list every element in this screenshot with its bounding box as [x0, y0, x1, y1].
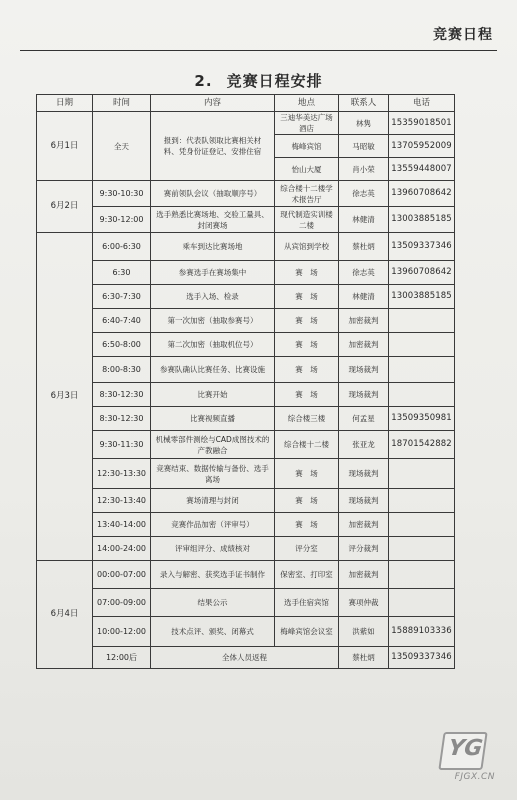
table-row — [37, 383, 455, 407]
content-cell: 赛前领队会议（抽取顺序号） — [151, 181, 275, 207]
phone-cell — [389, 459, 455, 489]
place-cell: 赛 场 — [275, 383, 339, 407]
site-logo — [425, 732, 495, 782]
col-header-contact: 联系人 — [339, 95, 389, 112]
contact-cell: 肖小荣 — [339, 158, 389, 181]
table-row — [37, 309, 455, 333]
phone-cell: 13509337346 — [389, 647, 455, 669]
place-cell: 赛 场 — [275, 333, 339, 357]
table-row — [37, 407, 455, 431]
table-row — [37, 537, 455, 561]
place-cell: 赛 场 — [275, 285, 339, 309]
content-cell: 比赛视频直播 — [151, 407, 275, 431]
section-title — [0, 70, 517, 91]
date-cell: 6月3日 — [37, 233, 93, 561]
phone-cell — [389, 383, 455, 407]
logo-text: FJGX.CN — [454, 772, 495, 782]
table-row — [37, 489, 455, 513]
contact-cell: 现场裁判 — [339, 489, 389, 513]
date-cell: 6月4日 — [37, 561, 93, 669]
time-cell: 14:00-24:00 — [93, 537, 151, 561]
content-cell: 选手熟悉比赛场地、交验工量具、封闭赛场 — [151, 207, 275, 233]
place-cell: 综合楼十二楼 — [275, 431, 339, 459]
contact-cell: 何孟星 — [339, 407, 389, 431]
contact-cell: 洪紫如 — [339, 617, 389, 647]
phone-cell: 13003885185 — [389, 207, 455, 233]
time-cell: 12:30-13:40 — [93, 489, 151, 513]
contact-cell: 加密裁判 — [339, 561, 389, 589]
time-cell: 9:30-12:00 — [93, 207, 151, 233]
place-cell: 梅峰宾馆 — [275, 135, 339, 158]
phone-cell — [389, 589, 455, 617]
section-heading: 竞赛日程安排 — [226, 72, 323, 90]
content-cell: 技术点评、颁奖、闭幕式 — [151, 617, 275, 647]
time-cell: 6:30-7:30 — [93, 285, 151, 309]
date-cell: 6月2日 — [37, 181, 93, 233]
contact-cell: 现场裁判 — [339, 357, 389, 383]
page-header — [20, 12, 497, 51]
time-cell: 10:00-12:00 — [93, 617, 151, 647]
place-cell: 赛 场 — [275, 357, 339, 383]
section-number: 2. — [194, 72, 213, 90]
place-cell: 赛 场 — [275, 261, 339, 285]
contact-cell: 加密裁判 — [339, 333, 389, 357]
time-cell: 9:30-10:30 — [93, 181, 151, 207]
time-cell: 12:00后 — [93, 647, 151, 669]
time-cell: 8:00-8:30 — [93, 357, 151, 383]
content-cell: 乘车到达比赛场地 — [151, 233, 275, 261]
contact-cell: 蔡杜炳 — [339, 647, 389, 669]
table-row — [37, 459, 455, 489]
phone-cell — [389, 561, 455, 589]
place-cell: 评分室 — [275, 537, 339, 561]
content-cell: 录入与解密、获奖选手证书制作 — [151, 561, 275, 589]
phone-cell: 13003885185 — [389, 285, 455, 309]
time-cell: 8:30-12:30 — [93, 383, 151, 407]
time-cell: 00:00-07:00 — [93, 561, 151, 589]
content-cell: 全体人员返程 — [151, 647, 339, 669]
phone-cell — [389, 537, 455, 561]
table-row — [37, 207, 455, 233]
place-cell: 现代制造实训楼二楼 — [275, 207, 339, 233]
contact-cell: 马昭敏 — [339, 135, 389, 158]
date-cell: 6月1日 — [37, 112, 93, 181]
table-row — [37, 261, 455, 285]
phone-cell: 13960708642 — [389, 261, 455, 285]
table-row — [37, 431, 455, 459]
time-cell: 6:40-7:40 — [93, 309, 151, 333]
place-cell: 怡山大厦 — [275, 158, 339, 181]
phone-cell: 15359018501 — [389, 112, 455, 135]
col-header-phone: 电话 — [389, 95, 455, 112]
time-cell: 9:30-11:30 — [93, 431, 151, 459]
place-cell: 赛 场 — [275, 489, 339, 513]
table-row — [37, 513, 455, 537]
time-cell: 07:00-09:00 — [93, 589, 151, 617]
place-cell: 赛 场 — [275, 513, 339, 537]
content-cell: 评审组评分、成绩核对 — [151, 537, 275, 561]
contact-cell: 林隽 — [339, 112, 389, 135]
place-cell: 选手住宿宾馆 — [275, 589, 339, 617]
place-cell: 综合楼三楼 — [275, 407, 339, 431]
contact-cell: 林健清 — [339, 285, 389, 309]
time-cell: 6:30 — [93, 261, 151, 285]
place-cell: 赛 场 — [275, 309, 339, 333]
content-cell: 结果公示 — [151, 589, 275, 617]
contact-cell: 张亚龙 — [339, 431, 389, 459]
table-row — [37, 357, 455, 383]
content-cell: 比赛开始 — [151, 383, 275, 407]
phone-cell: 15889103336 — [389, 617, 455, 647]
phone-cell — [389, 357, 455, 383]
contact-cell: 蔡杜炳 — [339, 233, 389, 261]
table-row — [37, 333, 455, 357]
header-title: 竞赛日程 — [433, 27, 493, 43]
content-cell: 竞赛结束、数据传输与备份、选手离场 — [151, 459, 275, 489]
content-cell: 参赛选手在赛场集中 — [151, 261, 275, 285]
place-cell: 三迪华美达广场酒店 — [275, 112, 339, 135]
content-cell: 第二次加密（抽取机位号） — [151, 333, 275, 357]
contact-cell: 现场裁判 — [339, 459, 389, 489]
phone-cell: 13960708642 — [389, 181, 455, 207]
phone-cell: 13559448007 — [389, 158, 455, 181]
contact-cell: 评分裁判 — [339, 537, 389, 561]
phone-cell: 13705952009 — [389, 135, 455, 158]
table-row — [37, 617, 455, 647]
col-header-content: 内容 — [151, 95, 275, 112]
contact-cell: 徐志英 — [339, 181, 389, 207]
phone-cell — [389, 309, 455, 333]
schedule-table — [36, 94, 455, 669]
table-row — [37, 233, 455, 261]
table-row — [37, 647, 455, 669]
table-header-row — [37, 95, 455, 112]
time-cell: 全天 — [93, 112, 151, 181]
col-header-date: 日期 — [37, 95, 93, 112]
content-cell: 参赛队确认比赛任务、比赛设施 — [151, 357, 275, 383]
phone-cell — [389, 333, 455, 357]
time-cell: 6:50-8:00 — [93, 333, 151, 357]
table-row — [37, 589, 455, 617]
time-cell: 12:30-13:30 — [93, 459, 151, 489]
table-row — [37, 561, 455, 589]
content-cell: 机械零部件测绘与CAD成图技术的产教融合 — [151, 431, 275, 459]
place-cell: 梅峰宾馆会议室 — [275, 617, 339, 647]
place-cell: 从宾馆到学校 — [275, 233, 339, 261]
logo-mark: YG — [438, 732, 487, 770]
contact-cell: 现场裁判 — [339, 383, 389, 407]
contact-cell: 加密裁判 — [339, 309, 389, 333]
col-header-time: 时间 — [93, 95, 151, 112]
phone-cell: 13509350981 — [389, 407, 455, 431]
place-cell: 赛 场 — [275, 459, 339, 489]
place-cell: 保密室、打印室 — [275, 561, 339, 589]
time-cell: 13:40-14:00 — [93, 513, 151, 537]
phone-cell — [389, 489, 455, 513]
time-cell: 6:00-6:30 — [93, 233, 151, 261]
phone-cell: 18701542882 — [389, 431, 455, 459]
contact-cell: 赛项仲裁 — [339, 589, 389, 617]
content-cell: 报到：代表队领取比赛相关材料、凭身份证登记、安排住宿 — [151, 112, 275, 181]
content-cell: 竞赛作品加密（评审号） — [151, 513, 275, 537]
place-cell: 综合楼十二楼学术报告厅 — [275, 181, 339, 207]
phone-cell — [389, 513, 455, 537]
table-row — [37, 112, 455, 135]
contact-cell: 加密裁判 — [339, 513, 389, 537]
content-cell: 选手入场、检录 — [151, 285, 275, 309]
phone-cell: 13509337346 — [389, 233, 455, 261]
col-header-place: 地点 — [275, 95, 339, 112]
content-cell: 赛场清理与封闭 — [151, 489, 275, 513]
content-cell: 第一次加密（抽取参赛号） — [151, 309, 275, 333]
contact-cell: 徐志英 — [339, 261, 389, 285]
contact-cell: 林健清 — [339, 207, 389, 233]
table-row — [37, 285, 455, 309]
table-row — [37, 181, 455, 207]
time-cell: 8:30-12:30 — [93, 407, 151, 431]
